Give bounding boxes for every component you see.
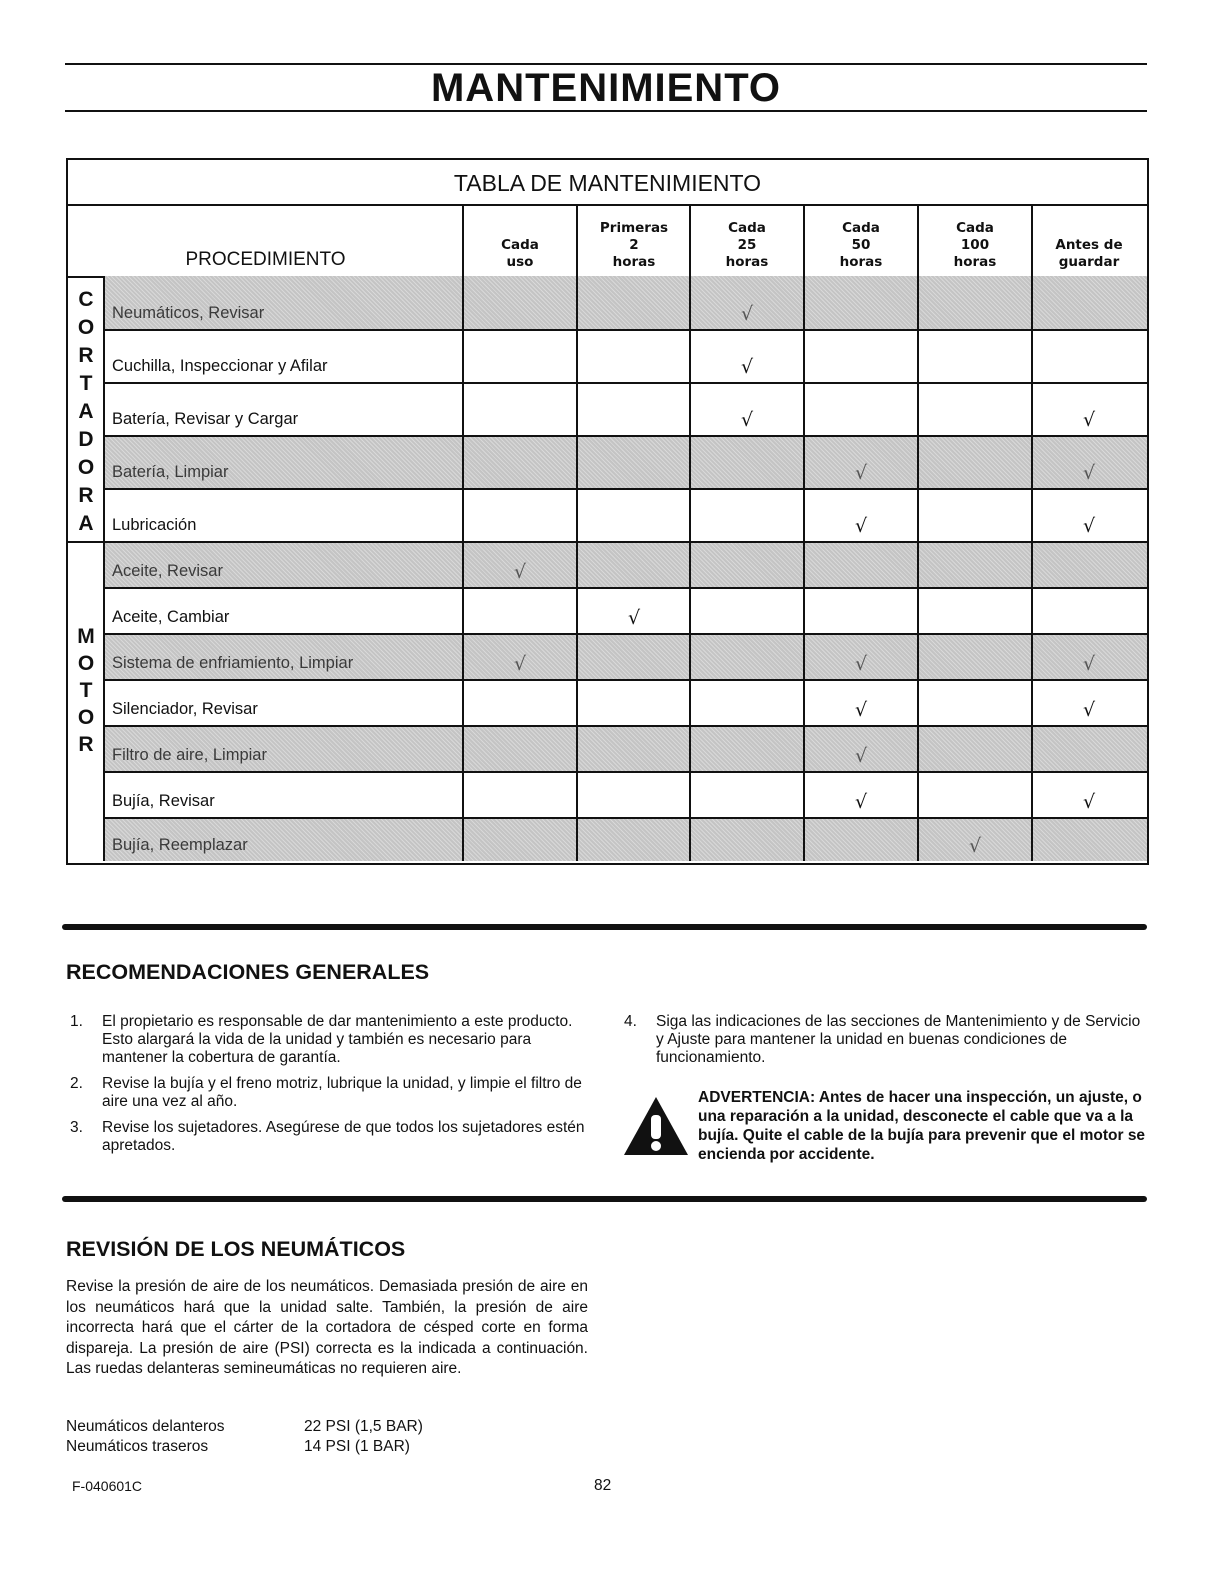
check-mark: √ [854, 462, 868, 484]
group-letter: A [78, 400, 94, 423]
row-divider [104, 541, 1147, 543]
column-header [577, 204, 691, 276]
title-underline [65, 110, 1147, 112]
column-divider [576, 204, 578, 861]
row-divider [104, 817, 1147, 819]
table-row [104, 382, 1147, 435]
column-header-line: horas [953, 254, 997, 270]
column-header-line: guardar [1058, 254, 1120, 270]
list-item [620, 1013, 1147, 1067]
procedure-label: Bujía, Reemplazar [112, 836, 248, 854]
spec-row [66, 1418, 423, 1436]
group-letter: T [79, 372, 93, 395]
group-letter: M [77, 625, 95, 648]
spec-value: 22 PSI (1,5 BAR) [304, 1418, 423, 1435]
group-letter: R [78, 344, 94, 367]
group-letter: C [78, 288, 94, 311]
group-divider [68, 541, 105, 543]
item-text: El propietario es responsable de dar mantenimiento a este producto. Esto alargará la vida de la unidad y también es necesario para mantener la cobertura de garantía. [102, 1013, 573, 1066]
procedure-label: Filtro de aire, Limpiar [112, 746, 267, 764]
table-row [104, 329, 1147, 382]
column-header-line: Antes de [1055, 237, 1123, 253]
column-header-line: uso [506, 254, 534, 270]
list-item [66, 1013, 590, 1067]
check-mark: √ [1082, 409, 1096, 431]
procedure-label: Neumáticos, Revisar [112, 304, 265, 322]
group-letter: R [78, 733, 94, 756]
row-divider [104, 679, 1147, 681]
check-mark: √ [513, 653, 527, 675]
column-header-line: horas [839, 254, 883, 270]
row-divider [104, 725, 1147, 727]
item-number: 2. [70, 1075, 83, 1092]
list-item [66, 1075, 590, 1111]
procedure-label: Bujía, Revisar [112, 792, 215, 810]
check-mark: √ [854, 699, 868, 721]
row-divider [104, 633, 1147, 635]
check-mark: √ [740, 303, 754, 325]
check-mark: √ [740, 356, 754, 378]
table-row [104, 276, 1147, 329]
list-item [66, 1119, 590, 1155]
check-mark: √ [513, 561, 527, 583]
recommendations-list-right [620, 1013, 1147, 1075]
column-header-line: horas [725, 254, 769, 270]
top-rule [65, 63, 1147, 65]
procedure-header: PROCEDIMIENTO [185, 249, 346, 270]
table-row [104, 725, 1147, 771]
check-mark: √ [1082, 515, 1096, 537]
column-header [918, 204, 1032, 276]
check-mark: √ [854, 653, 868, 675]
check-mark: √ [627, 607, 641, 629]
warning-icon [622, 1095, 690, 1157]
procedure-label: Aceite, Cambiar [112, 608, 230, 626]
item-text: Revise los sujetadores. Asegúrese de que todos los sujetadores estén apretados. [102, 1119, 585, 1154]
column-divider [1031, 204, 1033, 861]
column-header-line: Primeras [599, 220, 669, 236]
table-row [104, 771, 1147, 817]
footer-code: F-040601C [72, 1478, 143, 1494]
column-header-line: 2 [629, 237, 639, 253]
column-header-line: 50 [851, 237, 871, 253]
table-row [104, 541, 1147, 587]
group-label-cortadora [68, 286, 104, 538]
warning-text: ADVERTENCIA: Antes de hacer una inspección, un ajuste, o una reparación a la unidad, desconecte el cable que va a la bujía. Quite el cable de la bujía para prevenir que el motor se encienda por accidente. [698, 1089, 1146, 1163]
check-mark: √ [740, 409, 754, 431]
section-divider [62, 1196, 1147, 1202]
group-letter: D [78, 428, 94, 451]
check-mark: √ [1082, 653, 1096, 675]
column-header-line: Cada [728, 220, 766, 236]
procedure-label: Cuchilla, Inspeccionar y Afilar [112, 357, 328, 375]
procedure-label: Aceite, Revisar [112, 562, 223, 580]
column-header [804, 204, 918, 276]
group-letter: O [77, 652, 95, 675]
column-header [1032, 204, 1146, 276]
group-label-motor [68, 623, 104, 758]
group-letter: R [78, 484, 94, 507]
page-number: 82 [594, 1477, 612, 1494]
row-divider [104, 382, 1147, 384]
recommendations-list-left [66, 1013, 590, 1163]
check-mark: √ [1082, 791, 1096, 813]
tires-paragraph: Revise la presión de aire de los neumáticos. Demasiada presión de aire en los neumáticos hará que la unidad salte. También, la presión de aire incorrecta hará que el cárter de la cortadora de césped corte en forma dispareja. La presión de aire (PSI) correcta es la indicada a continuación. Las ruedas delanteras semineumáticas no requieren aire. [66, 1278, 588, 1377]
column-header [463, 204, 577, 276]
column-header-line: 100 [960, 237, 990, 253]
column-header [690, 204, 804, 276]
item-number: 1. [70, 1013, 83, 1030]
check-mark: √ [854, 515, 868, 537]
group-letter: O [77, 706, 95, 729]
item-text: Revise la bujía y el freno motriz, lubrique la unidad, y limpie el filtro de aire una vez al año. [102, 1075, 582, 1110]
group-letter: T [79, 679, 93, 702]
section-divider [62, 924, 1147, 930]
group-letter: O [77, 456, 95, 479]
column-divider [103, 276, 105, 861]
row-divider [104, 771, 1147, 773]
column-divider [462, 204, 464, 861]
table-row [104, 679, 1147, 725]
column-header-line: Cada [956, 220, 994, 236]
spec-value: 14 PSI (1 BAR) [304, 1438, 410, 1455]
column-header-line: Cada [501, 237, 539, 253]
column-header-line: 25 [737, 237, 757, 253]
item-text: Siga las indicaciones de las secciones de Mantenimiento y de Servicio y Ajuste para mantener la unidad en buenas condiciones de funcionamiento. [656, 1013, 1141, 1066]
table-header [68, 204, 1147, 278]
procedure-label: Batería, Revisar y Cargar [112, 410, 299, 428]
group-letter: O [77, 316, 95, 339]
check-mark: √ [854, 745, 868, 767]
check-mark: √ [968, 835, 982, 857]
procedure-label: Sistema de enfriamiento, Limpiar [112, 654, 354, 672]
column-header-line: horas [612, 254, 656, 270]
row-divider [104, 587, 1147, 589]
tires-title: REVISIÓN DE LOS NEUMÁTICOS [66, 1237, 406, 1261]
table-row [104, 435, 1147, 488]
item-number: 3. [70, 1119, 83, 1136]
column-divider [689, 204, 691, 861]
procedure-label: Silenciador, Revisar [112, 700, 258, 718]
spec-label: Neumáticos delanteros [66, 1418, 225, 1435]
check-mark: √ [1082, 699, 1096, 721]
item-number: 4. [624, 1013, 637, 1030]
column-divider [917, 204, 919, 861]
group-letter: A [78, 512, 94, 535]
row-divider [104, 435, 1147, 437]
table-title: TABLA DE MANTENIMIENTO [68, 160, 1147, 206]
column-divider [803, 204, 805, 861]
spec-label: Neumáticos traseros [66, 1438, 209, 1455]
maintenance-table [66, 158, 1149, 865]
table-row [104, 633, 1147, 679]
procedure-label: Lubricación [112, 516, 197, 534]
check-mark: √ [1082, 462, 1096, 484]
page-title: MANTENIMIENTO [430, 66, 782, 110]
row-divider [104, 488, 1147, 490]
table-row [104, 488, 1147, 541]
column-header-line: Cada [842, 220, 880, 236]
spec-row [66, 1438, 410, 1456]
recommendations-title: RECOMENDACIONES GENERALES [66, 960, 430, 984]
row-divider [104, 329, 1147, 331]
check-mark: √ [854, 791, 868, 813]
procedure-label: Batería, Limpiar [112, 463, 229, 481]
